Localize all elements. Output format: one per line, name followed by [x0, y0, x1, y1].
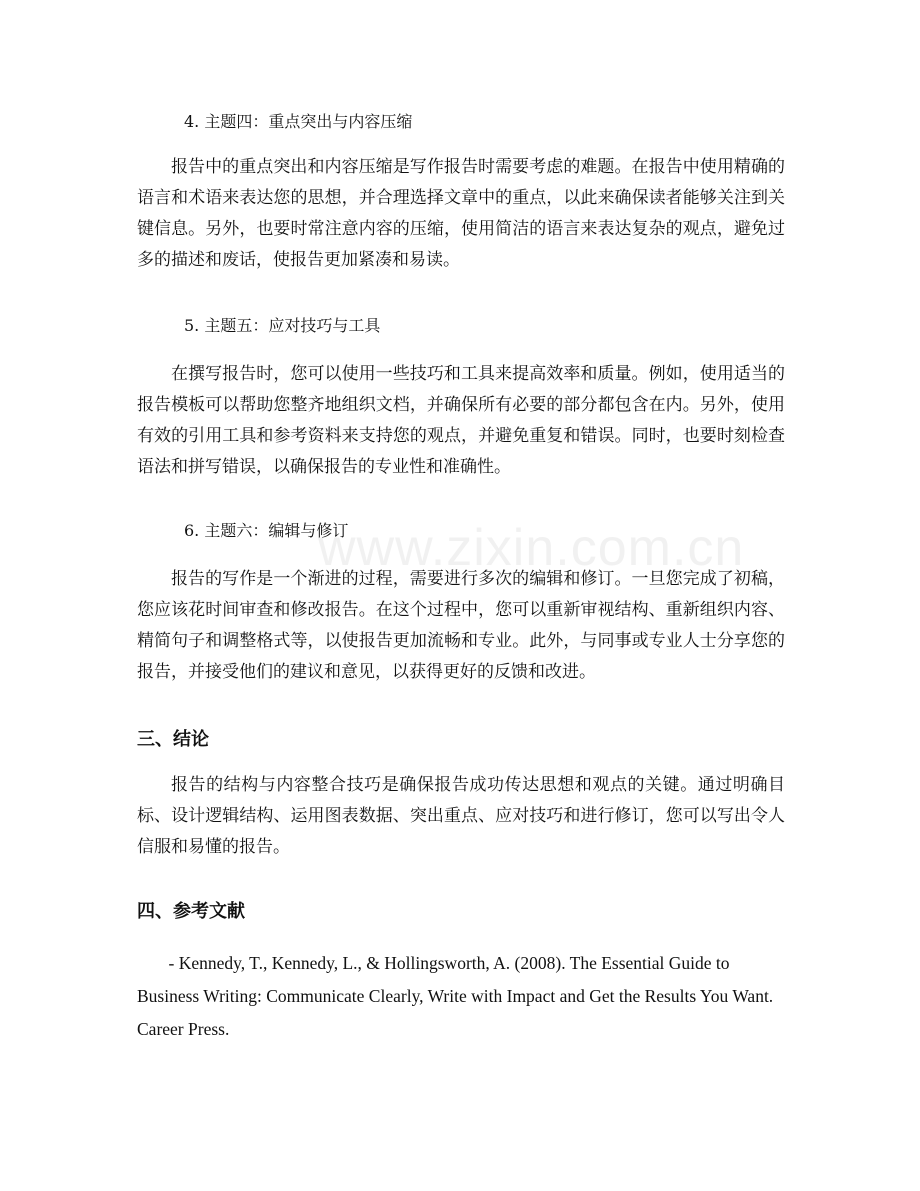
topic-5-heading: 5. 主题五：应对技巧与工具	[184, 316, 381, 335]
watermark: www.zixin.com.cn	[318, 519, 745, 577]
conclusion-paragraph: 报告的结构与内容整合技巧是确保报告成功传达思想和观点的关键。通过明确目标、设计逻辑结构、运用图表数据、突出重点、应对技巧和进行修订，您可以写出令人信服和易懂的报告。	[137, 775, 785, 857]
topic-4-heading: 4. 主题四：重点突出与内容压缩	[184, 112, 413, 131]
topic-6-heading: 6. 主题六：编辑与修订	[184, 521, 349, 540]
references-title: 四、参考文献	[137, 901, 245, 922]
conclusion-title: 三、结论	[137, 729, 209, 750]
topic-5-paragraph: 在撰写报告时，您可以使用一些技巧和工具来提高效率和质量。例如，使用适当的报告模板可以帮助您整齐地组织文档，并确保所有必要的部分都包含在内。另外，使用有效的引用工具和参考资料来支持您的观点，并避免重复和错误。同时，也要时刻检查语法和拼写错误，以确保报告的专业性和准确性。	[137, 364, 785, 477]
topic-6-paragraph: 报告的写作是一个渐进的过程，需要进行多次的编辑和修订。一旦您完成了初稿，您应该花时间审查和修改报告。在这个过程中，您可以重新审视结构、重新组织内容、精简句子和调整格式等，以使报告更加流畅和专业。此外，与同事或专业人士分享您的报告，并接受他们的建议和意见，以获得更好的反馈和改进。	[137, 569, 785, 682]
topic-4-paragraph: 报告中的重点突出和内容压缩是写作报告时需要考虑的难题。在报告中使用精确的语言和术语来表达您的思想，并合理选择文章中的重点，以此来确保读者能够关注到关键信息。另外，也要时常注意内容的压缩，使用简洁的语言来表达复杂的观点，避免过多的描述和废话，使报告更加紧凑和易读。	[137, 157, 785, 270]
reference-item: - Kennedy, T., Kennedy, L., & Hollingsworth, A. (2008). The Essential Guide to Business Writing: Communicate Clearly, Write with Impact and Get the Results You Want. Career Press.	[137, 953, 774, 1039]
